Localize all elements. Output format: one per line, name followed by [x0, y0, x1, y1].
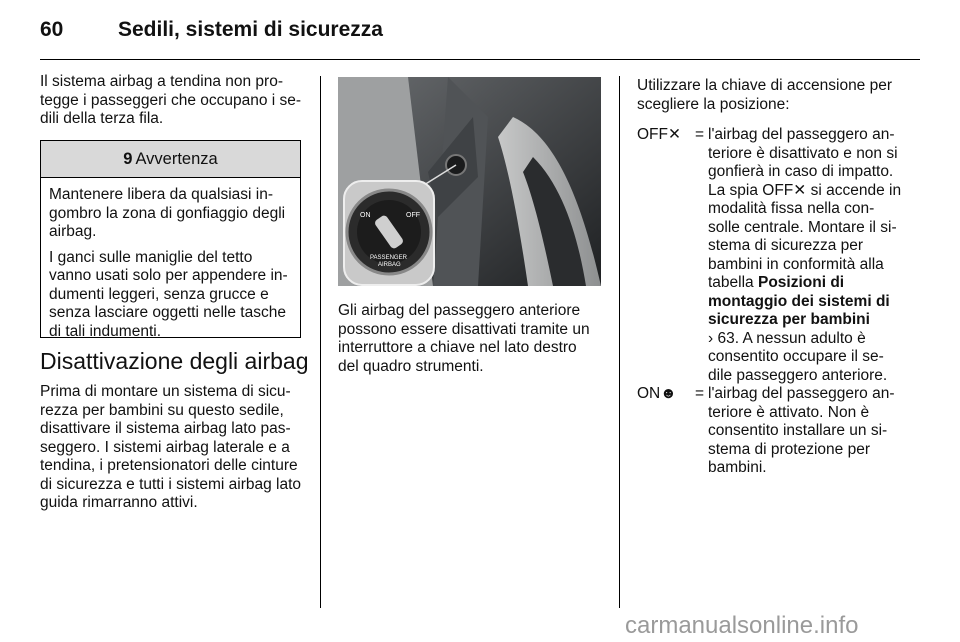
airbag-off-icon: ✕: [668, 126, 681, 143]
column-divider-2: [619, 76, 620, 608]
intro-paragraph: Il sistema airbag a tendina non pro-tegge i passeggeri che occupano i se-dili della terza fila.: [40, 73, 302, 127]
switch-airbag-label: AIRBAG: [378, 262, 401, 268]
def-eq-on: =: [695, 385, 705, 402]
airbag-off-icon: ✕: [793, 181, 807, 199]
def-term-on: [637, 385, 695, 478]
warning-paragraph-2: I ganci sulle maniglie del tetto vanno usati solo per appendere in-dumenti leggeri, senza grucce e senza lasciare oggetti nelle tasche di tali indumenti.: [49, 248, 288, 340]
off-desc-ref: 63. A nessun adulto è consentito occupare il se-dile passeggero anteriore.: [708, 329, 888, 384]
warning-paragraph-1: Mantenere libera da qualsiasi in-gombro la zona di gonfiaggio degli airbag.: [49, 186, 286, 240]
def-desc-off: [708, 126, 903, 385]
airbag-on-icon: ☻: [660, 385, 677, 402]
on-term-text: ON: [637, 385, 661, 402]
header-divider: [40, 59, 920, 60]
switch-passenger-label: PASSENGER: [370, 255, 407, 261]
section-body: [40, 383, 302, 513]
switch-on-label: ON: [360, 212, 371, 219]
airbag-switch-illustration: [338, 77, 601, 286]
cross-ref-link[interactable]: Posizioni di montaggio dei sistemi di sicurezza per bambini: [708, 274, 890, 328]
warning-body: [41, 178, 300, 341]
col3-intro: Utilizzare la chiave di accensione per scegliere la posizione:: [637, 77, 893, 113]
warning-triangle-icon: 9: [123, 149, 133, 168]
page-number: 60: [40, 18, 64, 41]
off-term-text: OFF: [637, 126, 668, 143]
column-3: [637, 77, 903, 478]
body-paragraph: Prima di montare un sistema di sicu-rezza per bambini su questo sedile, disattivare il sistema airbag lato pas-seggero. I sistemi airbag laterale e a tendina, i pretensionatori delle cinture di sicurezza e tutti i sistemi airbag lato guida rimarranno attivi.: [40, 383, 302, 511]
off-desc-part1: l'airbag del passeggero an-teriore è disattivato e non si gonfierà in caso di impatto. La spia OFF: [708, 126, 898, 199]
airbag-switch-photo: [338, 77, 601, 286]
off-desc-part2: si accende in modalità fissa nella con-solle centrale. Montare il si-stema di sicurezza per bambini in conformità alla tabella: [708, 181, 902, 291]
page-title: Sedili, sistemi di sicurezza: [118, 18, 383, 41]
def-row-on: [637, 385, 903, 478]
def-row-off: [637, 126, 903, 385]
warning-title: Avvertenza: [135, 149, 218, 168]
warning-box: [40, 140, 301, 338]
column-2: [338, 302, 600, 376]
def-term-off: [637, 126, 695, 385]
photo-caption: Gli airbag del passeggero anteriore possono essere disattivati tramite un interruttore a chiave nel lato destro del quadro strumenti.: [338, 302, 590, 375]
column-divider-1: [320, 76, 321, 608]
section-heading: Disattivazione degli airbag: [40, 348, 309, 374]
warning-header: [41, 141, 300, 178]
def-desc-on: l'airbag del passeggero an-teriore è attivato. Non è consentito installare un si-stema di protezione per bambini.: [708, 385, 895, 476]
def-eq-off: =: [695, 126, 705, 143]
page-ref-arrow-icon: ›: [708, 329, 714, 347]
switch-off-label: OFF: [406, 212, 420, 219]
definition-list: [637, 126, 903, 478]
column-1: [40, 73, 302, 129]
watermark: carmanualsonline.info: [625, 612, 859, 639]
page-header: [40, 18, 920, 58]
